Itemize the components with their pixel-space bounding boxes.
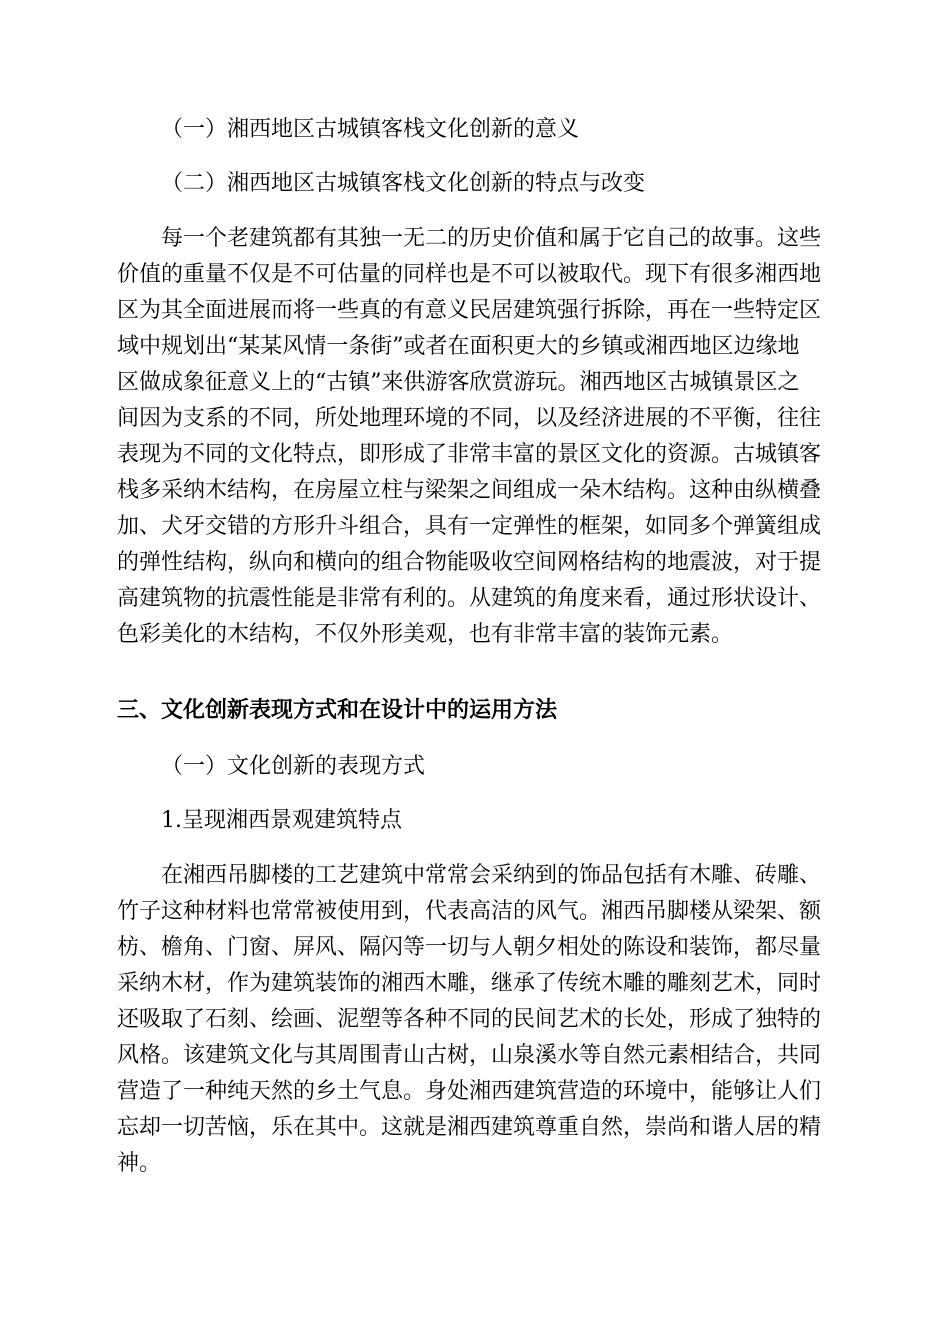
paragraph-line: 栈多采纳木结构，在房屋立柱与梁架之间组成一朵木结构。这种由纵横叠 bbox=[117, 478, 822, 503]
paragraph-line: 风格。该建筑文化与其周围青山古树，山泉溪水等自然元素相结合，共同 bbox=[117, 1043, 822, 1068]
paragraph-line: 表现为不同的文化特点，即形成了非常丰富的景区文化的资源。古城镇客 bbox=[117, 442, 822, 467]
paragraph-line: 忘却一切苦恼，乐在其中。这就是湘西建筑尊重自然，崇尚和谐人居的精 bbox=[117, 1115, 822, 1140]
section-heading: 三、文化创新表现方式和在设计中的运用方法 bbox=[117, 698, 558, 723]
paragraph-line: 还吸取了石刻、绘画、泥塑等各种不同的民间艺术的长处，形成了独特的 bbox=[117, 1007, 822, 1032]
paragraph-line: 色彩美化的木结构，不仅外形美观，也有非常丰富的装饰元素。 bbox=[117, 622, 734, 647]
paragraph-line: 在湘西吊脚楼的工艺建筑中常常会采纳到的饰品包括有木雕、砖雕、 bbox=[161, 863, 822, 888]
paragraph-line: 采纳木材，作为建筑装饰的湘西木雕，继承了传统木雕的雕刻艺术，同时 bbox=[117, 971, 822, 996]
subheading-features: （二）湘西地区古城镇客栈文化创新的特点与改变 bbox=[161, 171, 646, 196]
paragraph-line: 域中规划出“某某风情一条街”或者在面积更大的乡镇或湘西地区边缘地 bbox=[117, 334, 800, 359]
paragraph-line: 竹子这种材料也常常被使用到，代表高洁的风气。湘西吊脚楼从梁架、额 bbox=[117, 899, 822, 924]
subheading-expression: （一）文化创新的表现方式 bbox=[161, 754, 426, 779]
paragraph-line: 高建筑物的抗震性能是非常有利的。从建筑的角度来看，通过形状设计、 bbox=[117, 586, 822, 611]
paragraph-line: 区做成象征意义上的“古镇”来供游客欣赏游玩。湘西地区古城镇景区之 bbox=[117, 370, 800, 395]
paragraph-line: 神。 bbox=[117, 1151, 162, 1176]
paragraph-line: 间因为支系的不同，所处地理环境的不同，以及经济进展的不平衡，往往 bbox=[117, 406, 822, 431]
paragraph-line: 每一个老建筑都有其独一无二的历史价值和属于它自己的故事。这些 bbox=[161, 226, 822, 251]
paragraph-line: 的弹性结构，纵向和横向的组合物能吸收空间网格结构的地震波，对于提 bbox=[117, 550, 822, 575]
paragraph-line: 营造了一种纯天然的乡土气息。身处湘西建筑营造的环境中，能够让人们 bbox=[117, 1079, 822, 1104]
numbered-item-heading: 1.呈现湘西景观建筑特点 bbox=[161, 808, 402, 833]
paragraph-line: 价值的重量不仅是不可估量的同样也是不可以被取代。现下有很多湘西地 bbox=[117, 262, 822, 287]
paragraph-line: 区为其全面进展而将一些真的有意义民居建筑强行拆除，再在一些特定区 bbox=[117, 298, 822, 323]
subheading-significance: （一）湘西地区古城镇客栈文化创新的意义 bbox=[161, 117, 580, 142]
paragraph-line: 枋、檐角、门窗、屏风、隔闪等一切与人朝夕相处的陈设和装饰，都尽量 bbox=[117, 935, 822, 960]
paragraph-line: 加、犬牙交错的方形升斗组合，具有一定弹性的框架，如同多个弹簧组成 bbox=[117, 514, 822, 539]
